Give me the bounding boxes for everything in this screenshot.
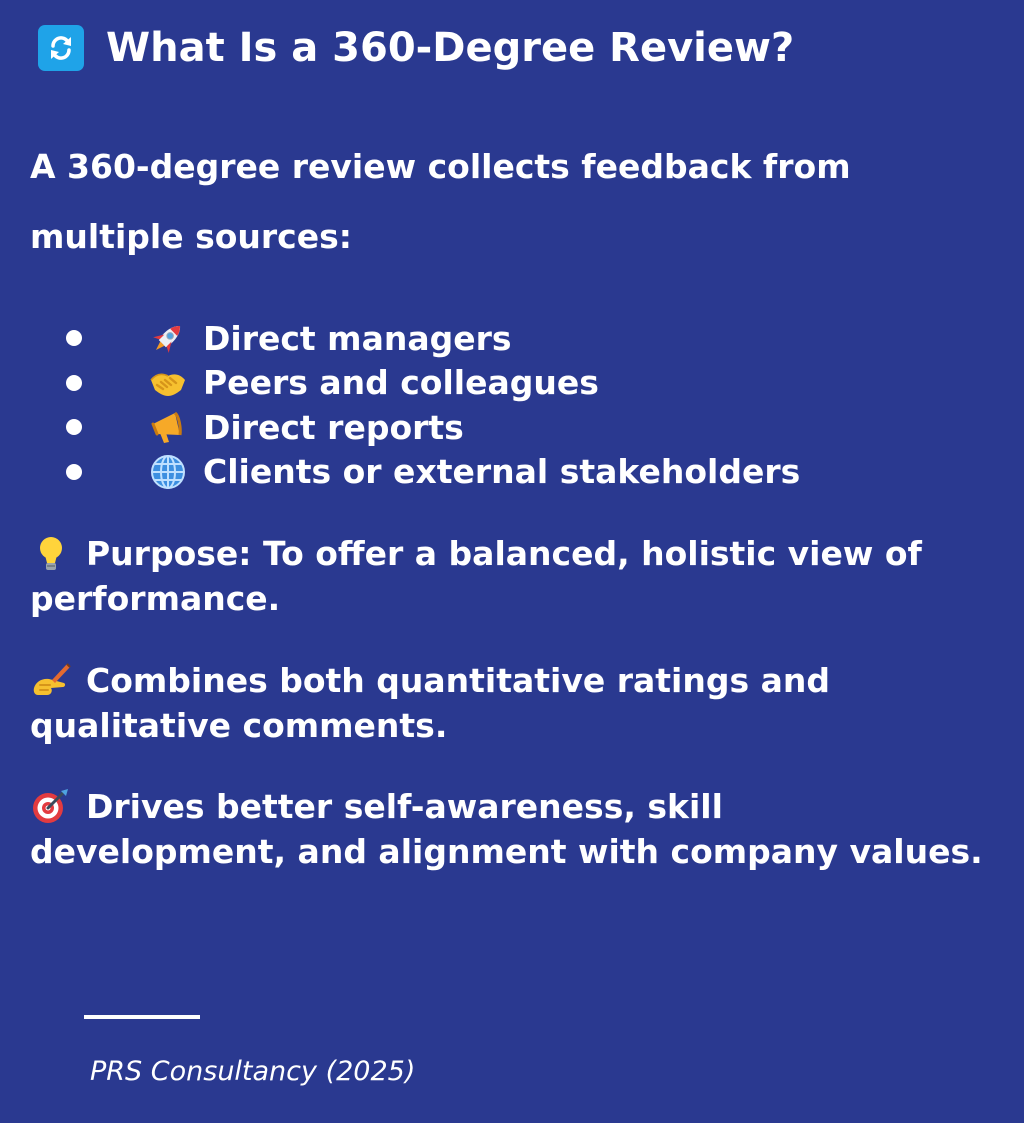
source-label: Clients or external stakeholders xyxy=(203,452,801,492)
bullet-icon xyxy=(66,419,82,435)
target-icon xyxy=(30,786,72,826)
purpose-paragraph xyxy=(30,531,990,621)
list-item xyxy=(60,316,800,361)
source-label: Direct reports xyxy=(203,407,464,447)
source-citation: PRS Consultancy (2025) xyxy=(90,1056,416,1087)
writing-hand-icon xyxy=(30,660,72,700)
combines-paragraph xyxy=(30,658,990,748)
combines-text: Combines both quantitative ratings and qualitative comments. xyxy=(30,661,830,745)
handshake-icon xyxy=(148,363,188,403)
refresh-arrows-icon xyxy=(38,25,84,71)
intro-text: A 360-degree review collects feedback from multiple sources: xyxy=(30,147,851,256)
purpose-text: Purpose: To offer a balanced, holistic view of performance. xyxy=(30,534,922,618)
title-row xyxy=(38,22,794,74)
lightbulb-icon xyxy=(30,533,72,573)
bullet-icon xyxy=(66,464,82,480)
source-label: Direct managers xyxy=(203,318,512,358)
drives-text: Drives better self-awareness, skill development, and alignment with company values. xyxy=(30,787,983,871)
drives-paragraph xyxy=(30,784,990,874)
list-item xyxy=(60,361,800,406)
page-title: What Is a 360-Degree Review? xyxy=(106,25,795,71)
footer-divider xyxy=(84,1015,200,1019)
rocket-icon xyxy=(148,318,188,358)
sources-list xyxy=(60,316,800,494)
bullet-icon xyxy=(66,330,82,346)
source-label: Peers and colleagues xyxy=(203,363,599,403)
globe-icon xyxy=(148,452,188,492)
megaphone-icon xyxy=(148,407,188,447)
bullet-icon xyxy=(66,375,82,391)
list-item xyxy=(60,450,800,495)
list-item xyxy=(60,405,800,450)
